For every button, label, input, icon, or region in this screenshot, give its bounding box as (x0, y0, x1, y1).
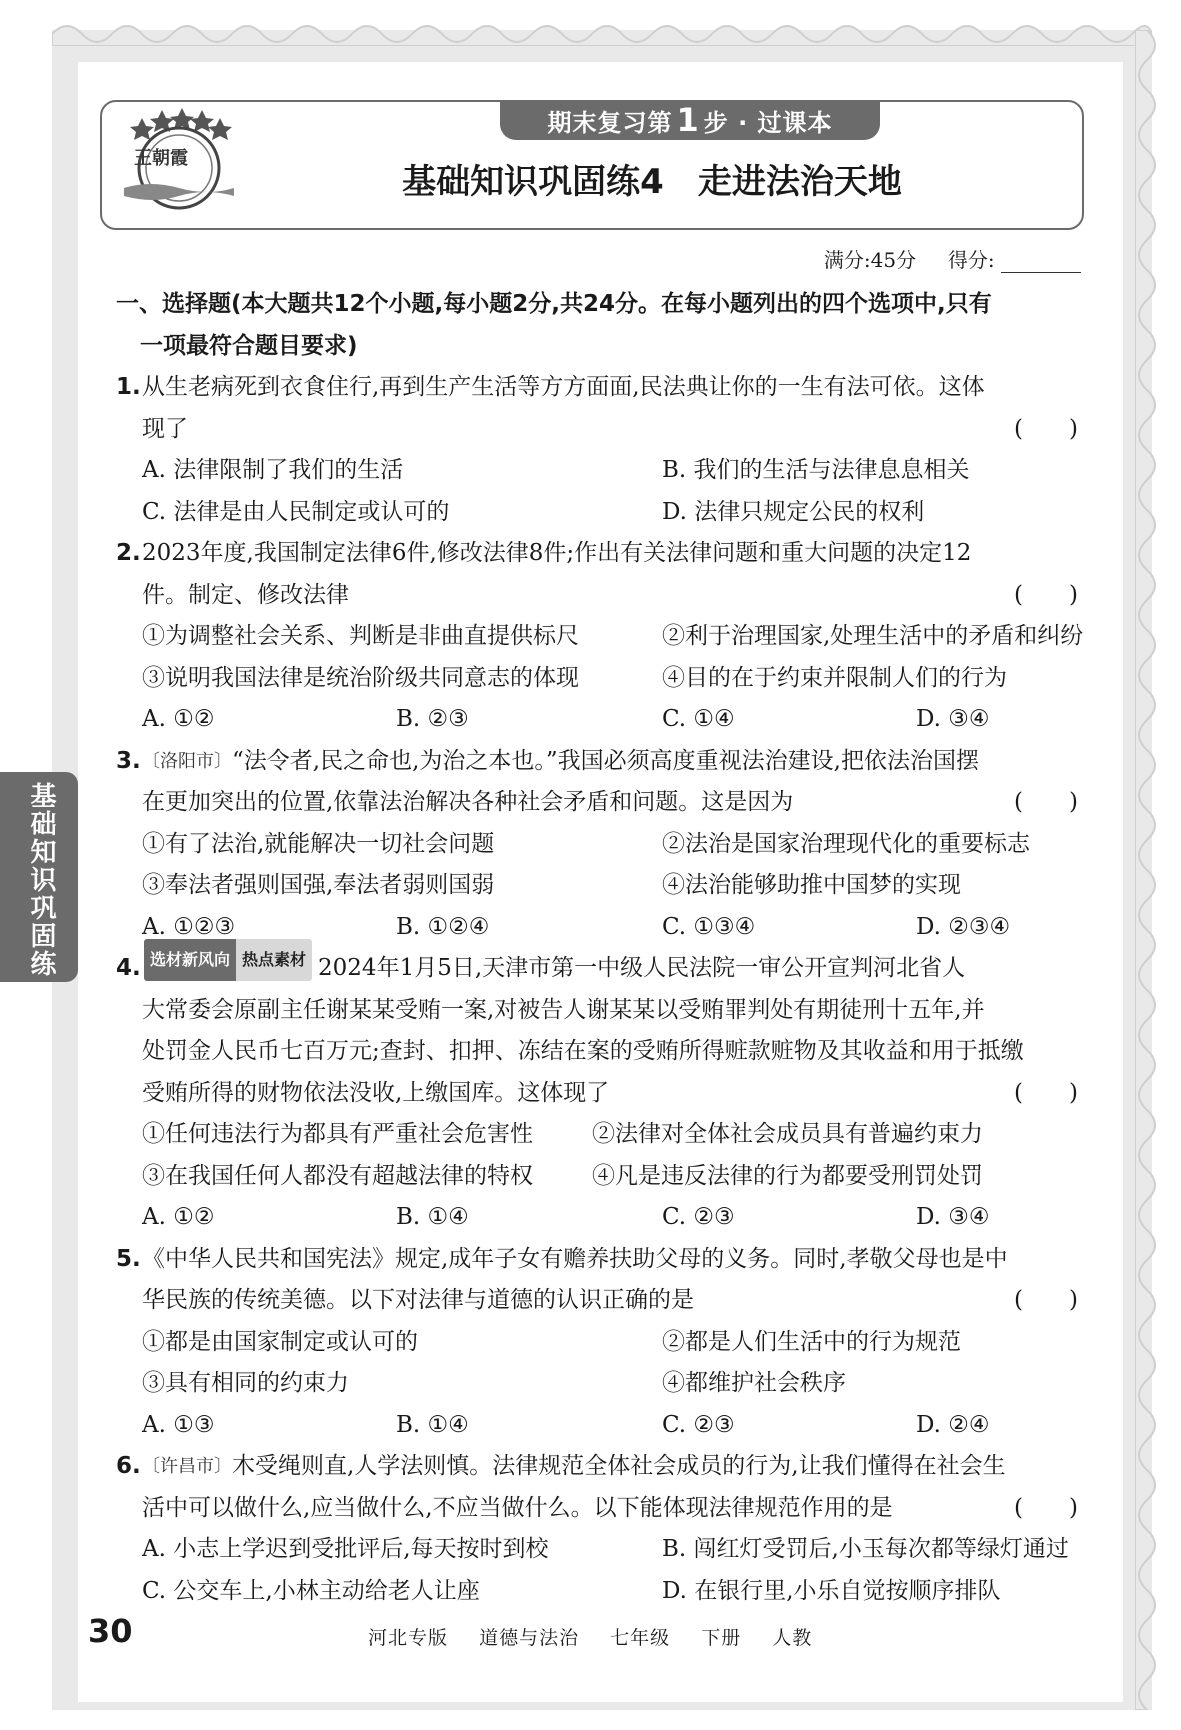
statement-1: ①都是由国家制定或认可的 (142, 1328, 418, 1355)
question-text: 2023年度,我国制定法律6件,修改法律8件;作出有关法律问题和重大问题的决定12 (142, 540, 972, 566)
option-c[interactable]: C. 法律是由人民制定或认可的 (142, 498, 450, 525)
statement-1: ①任何违法行为都具有严重社会危害性 (142, 1121, 533, 1147)
answer-blank[interactable]: ( ) (1014, 1079, 1078, 1106)
side-tab-label: 基础知识巩固练 (26, 782, 56, 978)
option-a[interactable]: A. ①② (142, 706, 215, 732)
option-d[interactable]: D. 法律只规定公民的权利 (662, 498, 925, 525)
question-number: 2. (116, 540, 141, 566)
statement-2: ②利于治理国家,处理生活中的矛盾和纠纷 (662, 623, 1084, 649)
statement-4: ④凡是违反法律的行为都要受刑罚处罚 (592, 1162, 983, 1189)
option-b[interactable]: B. 闯红灯受罚后,小玉每次都等绿灯通过 (662, 1536, 1069, 1562)
statement-3: ③具有相同的约束力 (142, 1370, 349, 1396)
footer-publisher: 人教 (772, 1627, 813, 1649)
statement-4: ④都维护社会秩序 (662, 1370, 846, 1396)
option-b[interactable]: B. ①④ (396, 1204, 469, 1230)
side-section-tab (0, 772, 78, 982)
question-2 (116, 533, 1082, 741)
option-d[interactable]: D. ③④ (916, 1204, 990, 1230)
option-a[interactable]: A. ①③ (142, 1411, 215, 1438)
answer-blank[interactable]: ( ) (1014, 415, 1078, 442)
question-number: 3. (116, 747, 141, 774)
worksheet-title: 基础知识巩固练4 走进法治天地 (402, 162, 902, 202)
step-prefix: 期末复习第 (547, 108, 673, 137)
worksheet-header (100, 100, 1084, 230)
option-a[interactable]: A. 小志上学迟到受批评后,每天按时到校 (142, 1536, 549, 1562)
statement-1: ①为调整社会关系、判断是非曲直提供标尺 (142, 623, 579, 649)
footer-subject: 道德与法治 (479, 1627, 580, 1649)
location-tag: 〔许昌市〕 (142, 1456, 232, 1477)
footer-volume: 下册 (701, 1627, 742, 1649)
answer-blank[interactable]: ( ) (1014, 1287, 1078, 1313)
option-a[interactable]: A. ①②③ (142, 913, 236, 940)
question-text: 件。制定、修改法律 (142, 581, 349, 608)
option-d[interactable]: D. ②③④ (916, 913, 1011, 940)
full-score: 满分:45分 (823, 248, 917, 272)
question-3 (116, 741, 1082, 949)
review-step-tab (500, 100, 880, 140)
option-d[interactable]: D. ②④ (916, 1411, 990, 1438)
option-c[interactable]: C. ②③ (662, 1204, 735, 1230)
question-5 (116, 1239, 1082, 1447)
statement-3: ③在我国任何人都没有超越法律的特权 (142, 1162, 533, 1189)
step-suffix: 步 · 过课本 (703, 108, 833, 137)
option-b[interactable]: B. 我们的生活与法律息息相关 (662, 457, 970, 483)
option-a[interactable]: A. 法律限制了我们的生活 (142, 457, 404, 483)
step-number: 1 (676, 101, 700, 139)
option-b[interactable]: B. ①④ (396, 1411, 469, 1438)
question-4 (116, 948, 1082, 1239)
footer-info (368, 1623, 836, 1650)
question-6 (116, 1446, 1082, 1612)
statement-1: ①有了法治,就能解决一切社会问题 (142, 830, 495, 857)
question-list (116, 284, 1082, 1612)
question-text: 木受绳则直,人学法则慎。法律规范全体社会成员的行为,让我们懂得在社会生 (232, 1453, 1006, 1479)
option-c[interactable]: C. ②③ (662, 1411, 735, 1438)
option-c[interactable]: C. 公交车上,小林主动给老人让座 (142, 1577, 480, 1604)
section-heading-line2: 一项最符合题目要求) (140, 332, 358, 359)
right-wave-border (1135, 30, 1167, 1710)
statement-2: ②法律对全体社会成员具有普遍约束力 (592, 1121, 983, 1147)
question-text: 大常委会原副主任谢某某受贿一案,对被告人谢某某以受贿罪判处有期徒刑十五年,并 (142, 996, 985, 1023)
statement-2: ②都是人们生活中的行为规范 (662, 1328, 961, 1355)
statement-4: ④法治能够助推中国梦的实现 (662, 872, 961, 898)
question-text: “法令者,民之命也,为治之本也。”我国必须高度重视法治建设,把依法治国摆 (232, 747, 979, 774)
question-text: 处罚金人民币七百万元;查封、扣押、冻结在案的受贿所得赃款赃物及其收益和用于抵缴 (142, 1038, 1024, 1064)
score-blank[interactable] (1001, 252, 1081, 273)
question-text: 活中可以做什么,应当做什么,不应当做什么。以下能体现法律规范作用的是 (142, 1494, 893, 1521)
score-line (824, 244, 1081, 273)
topic-badge (144, 948, 312, 972)
score-label: 得分: (947, 248, 995, 272)
logo-lettering: 王朝霞 (134, 148, 188, 169)
answer-blank[interactable]: ( ) (1014, 581, 1078, 608)
option-b[interactable]: B. ②③ (396, 706, 469, 732)
answer-blank[interactable]: ( ) (1014, 1494, 1078, 1521)
question-text: 在更加突出的位置,依靠法治解决各种社会矛盾和问题。这是因为 (142, 789, 794, 815)
option-d[interactable]: D. 在银行里,小乐自觉按顺序排队 (662, 1577, 1001, 1604)
option-d[interactable]: D. ③④ (916, 706, 990, 732)
question-number: 1. (116, 374, 141, 400)
option-b[interactable]: B. ①②④ (396, 913, 490, 940)
statement-3: ③奉法者强则国强,奉法者弱则国弱 (142, 872, 495, 898)
question-text: 现了 (142, 415, 188, 442)
footer-grade: 七年级 (610, 1627, 671, 1649)
footer-edition: 河北专版 (368, 1627, 449, 1649)
option-c[interactable]: C. ①④ (662, 706, 735, 732)
question-text: 《中华人民共和国宪法》规定,成年子女有赡养扶助父母的义务。同时,孝敬父母也是中 (142, 1245, 1008, 1272)
question-number: 4. (116, 955, 141, 981)
option-c[interactable]: C. ①③④ (662, 913, 756, 940)
statement-4: ④目的在于约束并限制人们的行为 (662, 664, 1007, 691)
section-heading (116, 284, 1082, 367)
statement-3: ③说明我国法律是统治阶级共同意志的体现 (142, 664, 579, 691)
badge-new-material: 选材新风向 (144, 939, 236, 981)
question-text: 华民族的传统美德。以下对法律与道德的认识正确的是 (142, 1287, 694, 1313)
answer-blank[interactable]: ( ) (1014, 789, 1078, 815)
section-heading-line1: 一、选择题(本大题共12个小题,每小题2分,共24分。在每小题列出的四个选项中,只有 (116, 291, 992, 317)
question-number: 6. (116, 1453, 141, 1479)
question-text: 2024年1月5日,天津市第一中级人民法院一审公开宣判河北省人 (318, 955, 966, 981)
question-text: 从生老病死到衣食住行,再到生产生活等方方面面,民法典让你的一生有法可依。这体 (142, 374, 985, 400)
top-wave-border (52, 14, 1152, 46)
location-tag: 〔洛阳市〕 (142, 750, 232, 772)
question-text: 受贿所得的财物依法没收,上缴国库。这体现了 (142, 1079, 610, 1106)
statement-2: ②法治是国家治理现代化的重要标志 (662, 830, 1030, 857)
question-number: 5. (116, 1245, 141, 1272)
badge-hot-topic: 热点素材 (236, 939, 312, 981)
question-1 (116, 367, 1082, 533)
option-a[interactable]: A. ①② (142, 1204, 215, 1230)
page-number: 30 (88, 1612, 133, 1650)
